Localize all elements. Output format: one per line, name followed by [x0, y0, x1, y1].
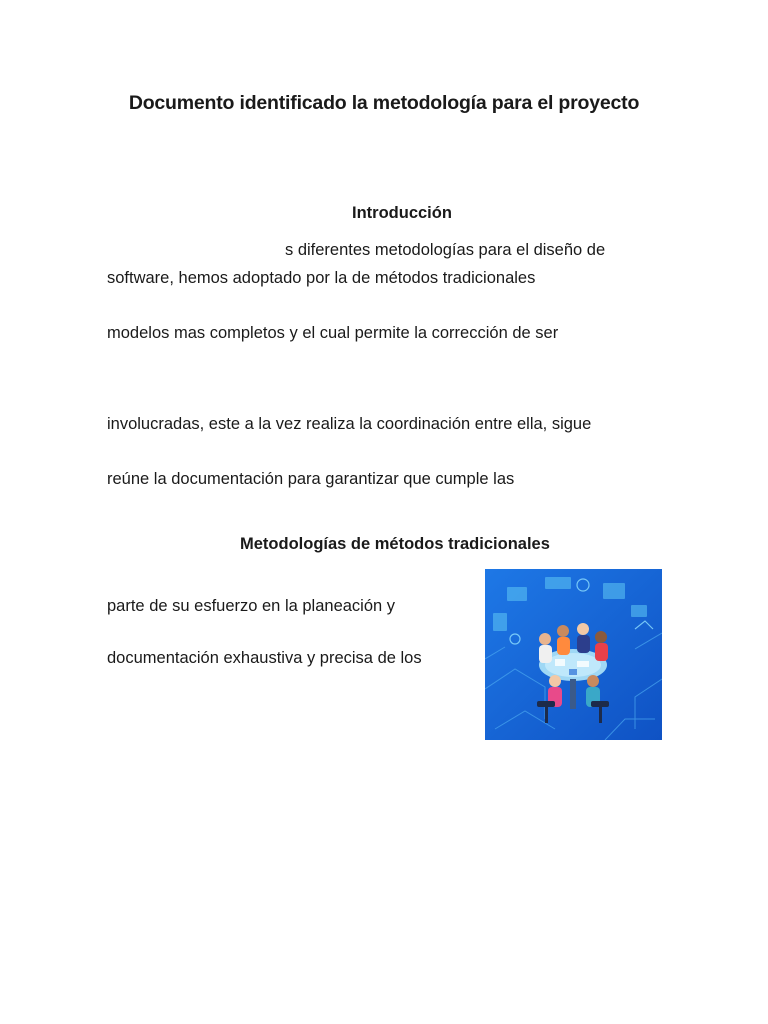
paragraph-line: software, hemos adoptado por la de métodos tradicionales [107, 269, 536, 287]
section-heading-metodologias: Metodologías de métodos tradicionales [240, 535, 550, 553]
paragraph-line: modelos mas completos y el cual permite la corrección de ser [107, 324, 559, 342]
section-heading-introduccion: Introducción [352, 204, 452, 222]
paragraph-line: s diferentes metodologías para el diseño de [285, 241, 606, 259]
paragraph-line: documentación exhaustiva y precisa de los [107, 649, 422, 667]
paragraph-line: reúne la documentación para garantizar que cumple las [107, 470, 515, 488]
paragraph-line: involucradas, este a la vez realiza la coordinación entre ella, sigue [107, 415, 592, 433]
team-meeting-illustration [485, 569, 662, 740]
paragraph-line: parte de su esfuerzo en la planeación y [107, 597, 396, 615]
document-title: Documento identificado la metodología para el proyecto [128, 92, 640, 114]
